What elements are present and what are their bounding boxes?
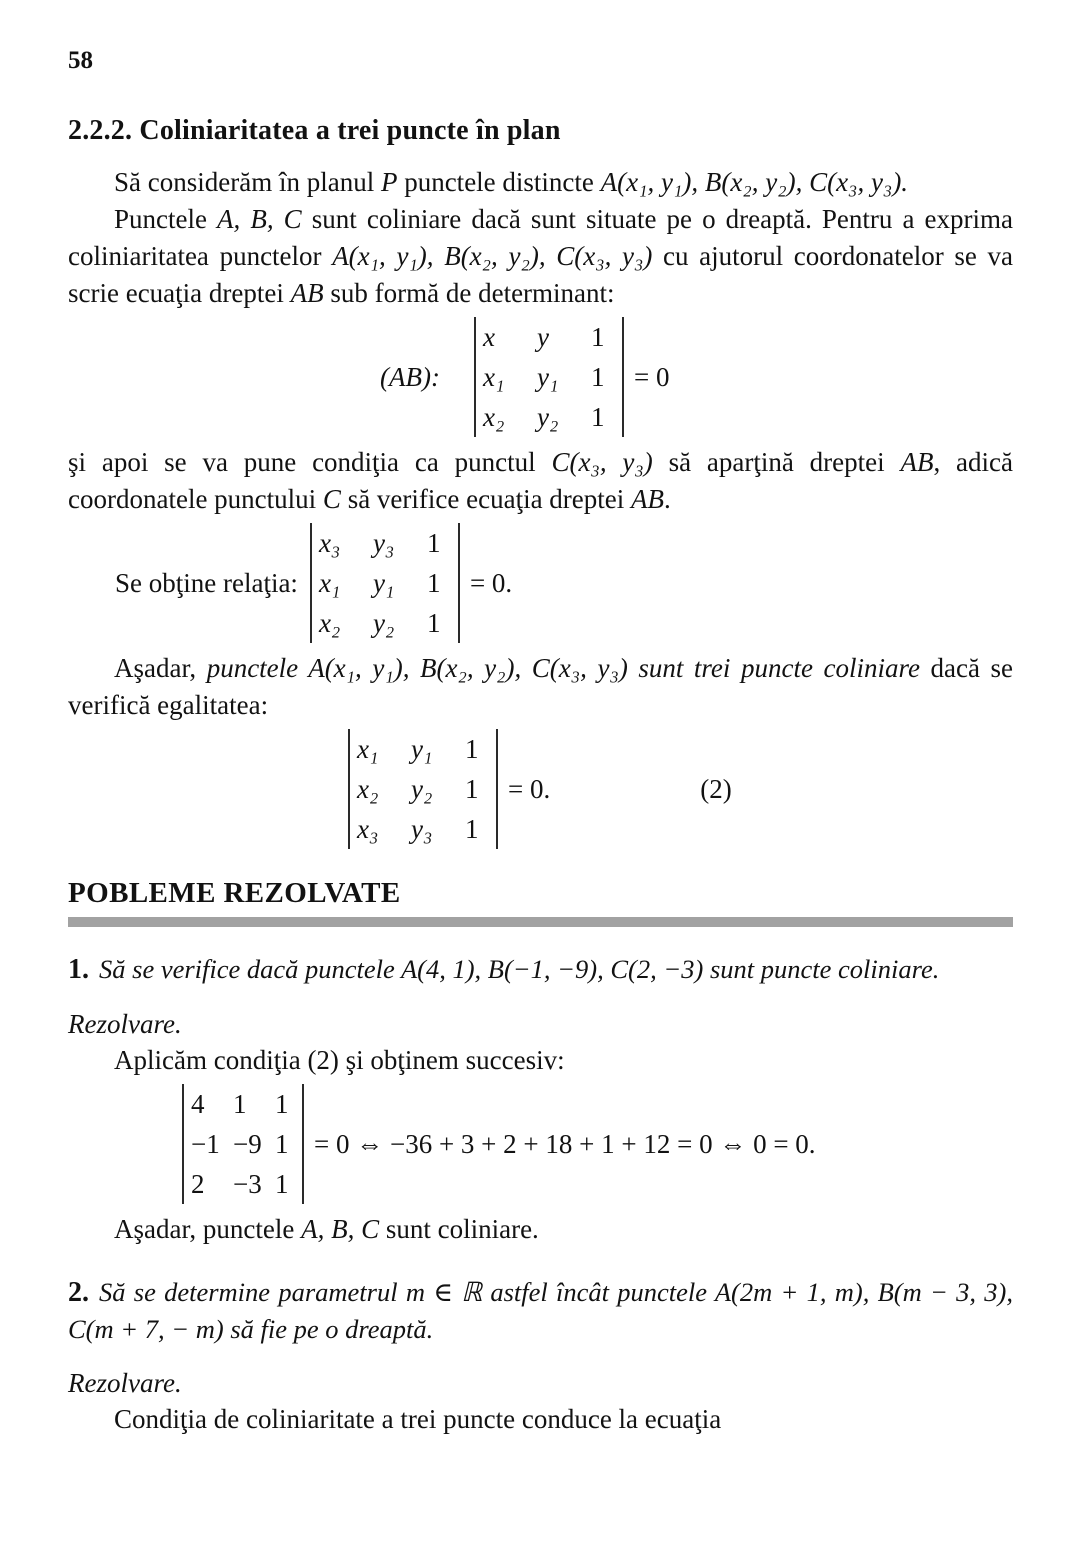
matrix-cell: x₁ [318, 567, 341, 598]
equation-line-relation [115, 520, 1013, 646]
matrix-cell: 4 [191, 1088, 205, 1119]
determinant-AB [474, 314, 624, 440]
math-run: AB [290, 278, 324, 308]
matrix-cell: y₂ [536, 401, 559, 432]
problem-text: Să se determine parametrul m ∈ ℝ astfel încât punctele A(2m + 1, m), B(m − 3, 3), C(m + 7, − m) să fie pe o dreaptă. [68, 1277, 1013, 1344]
math-run: P [380, 167, 398, 197]
math-run: AB [631, 484, 665, 514]
matrix-cell: 1 [233, 1088, 247, 1119]
text-run: , adică coordonatele punctului [68, 447, 1014, 514]
text-run: să verifice ecuaţia dreptei [340, 484, 632, 514]
matrix-cell: x₃ [357, 813, 379, 844]
matrix-cell: 2 [191, 1168, 205, 1199]
matrix-row [357, 729, 489, 769]
determinant-bar [302, 1084, 304, 1204]
matrix-cell: 1 [590, 361, 605, 392]
equation-line-AB [380, 314, 1013, 440]
matrix-cell: 1 [465, 773, 479, 804]
solution-1-conclusion [68, 1211, 1013, 1248]
text-run: Punctele [114, 204, 218, 234]
text-run: Aşadar, [114, 653, 207, 683]
determinant-rows [312, 523, 458, 643]
text-run: punctele distincte [397, 167, 601, 197]
determinant-rows [350, 729, 496, 849]
determinant-rows [476, 317, 622, 437]
determinant-bar [622, 317, 624, 437]
solution-2-label: Rezolvare. [68, 1368, 182, 1398]
section-heading: 2.2.2. Coliniaritatea a trei puncte în plan [68, 115, 561, 146]
math-run: A(x₁, y₁), B(x₂, y₂), C(x₃, y₃) [332, 241, 653, 271]
text-run: Aşadar, punctele [114, 1214, 302, 1244]
matrix-cell: 1 [426, 527, 441, 558]
text-run: şi apoi se va pune condiţia ca punctul [68, 447, 552, 477]
matrix-cell: y [536, 321, 549, 352]
math-run: punctele A(x₁, y₁), B(x₂, y₂), C(x₃, y₃) sunt trei puncte coliniare [206, 653, 920, 683]
solution-2-step: Condiţia de coliniaritate a trei puncte conduce la ecuaţia [114, 1404, 722, 1434]
matrix-row [357, 769, 489, 809]
solved-problems-heading: POBLEME REZOLVATE [68, 877, 401, 909]
matrix-cell: x₃ [318, 527, 341, 558]
text-run: să aparţină dreptei [652, 447, 901, 477]
matrix-cell: y₃ [411, 813, 433, 844]
math-run: AB [900, 447, 934, 477]
problem-text: Să se verifice dacă punctele A(4, 1), B(−1, −9), C(2, −3) sunt puncte coliniare. [99, 954, 940, 984]
matrix-cell: 1 [465, 813, 479, 844]
matrix-cell: x₂ [482, 401, 505, 432]
determinant-bar [496, 729, 498, 849]
solution-1-label: Rezolvare. [68, 1009, 182, 1039]
matrix-cell: y₁ [536, 361, 559, 392]
matrix-row [357, 809, 489, 849]
matrix-row [191, 1124, 295, 1164]
paragraph-therefore [68, 650, 1013, 724]
problem-number: 1. [68, 954, 89, 985]
matrix-row [483, 357, 615, 397]
matrix-cell: 1 [590, 321, 605, 352]
matrix-cell: 1 [275, 1088, 289, 1119]
matrix-cell: 1 [275, 1128, 289, 1159]
paragraph-condition [68, 444, 1013, 518]
equation-tag: (2) [700, 773, 732, 804]
problem-1 [68, 951, 1013, 988]
equation-rhs: = 0. [469, 567, 513, 598]
math-run: A, B, C [217, 204, 302, 234]
text-run: . [664, 484, 671, 514]
text-run: dacă se verifică egalitatea: [68, 653, 1013, 720]
intro-paragraph [68, 164, 1013, 201]
matrix-cell: 1 [426, 607, 441, 638]
equation-label: Se obţine relaţia: [115, 567, 298, 598]
determinant-bar [458, 523, 460, 643]
text-run: sunt coliniare. [379, 1214, 539, 1244]
equation-rhs: = 0. [508, 773, 551, 804]
page-number: 58 [68, 47, 93, 74]
matrix-row [191, 1084, 295, 1124]
problem-2 [68, 1274, 1013, 1347]
matrix-cell: −9 [233, 1128, 262, 1159]
math-run: A(x₁, y₁), B(x₂, y₂), C(x₃, y₃). [600, 167, 909, 197]
matrix-cell: −3 [233, 1168, 262, 1199]
equation-rhs: = 0 ⇔ −36 + 3 + 2 + 18 + 1 + 12 = 0 ⇔ 0 = 0. [314, 1128, 816, 1159]
solution-1-step: Aplicăm condiţia (2) şi obţinem succesiv: [114, 1045, 565, 1075]
matrix-cell: y₁ [372, 567, 395, 598]
equation-label: (AB): [380, 361, 440, 392]
matrix-cell: y₃ [372, 527, 395, 558]
matrix-cell: x₂ [318, 607, 341, 638]
text-run: sub formă de determinant: [323, 278, 615, 308]
matrix-row [319, 603, 451, 643]
matrix-row [191, 1164, 295, 1204]
paragraph-collinearity [68, 201, 1013, 312]
determinant-solution1 [182, 1081, 304, 1207]
math-run: C(x₃, y₃) [551, 447, 653, 477]
matrix-cell: −1 [191, 1128, 220, 1159]
determinant-rows [184, 1084, 302, 1204]
matrix-cell: y₂ [411, 773, 433, 804]
problem-number: 2. [68, 1277, 89, 1308]
matrix-row [319, 523, 451, 563]
equation-rhs: = 0 [633, 361, 670, 392]
matrix-cell: y₂ [372, 607, 395, 638]
matrix-cell: 1 [275, 1168, 289, 1199]
matrix-cell: 1 [426, 567, 441, 598]
text-run: sunt coliniare dacă sunt situate pe o dreaptă. Pentru a exprima coliniaritatea punctelor [68, 204, 1013, 271]
text-run: Să considerăm în planul [114, 167, 381, 197]
matrix-cell: x₁ [482, 361, 505, 392]
math-run: C [322, 484, 341, 514]
matrix-row [319, 563, 451, 603]
determinant-main [348, 726, 498, 852]
determinant-relation [310, 520, 460, 646]
equation-line-solution1 [182, 1081, 1013, 1207]
equation-line-main [348, 726, 1013, 852]
matrix-cell: y₁ [411, 733, 433, 764]
matrix-cell: x [482, 321, 495, 352]
matrix-row [483, 397, 615, 437]
math-run: A, B, C [301, 1214, 380, 1244]
matrix-row [483, 317, 615, 357]
matrix-cell: x₂ [357, 773, 379, 804]
matrix-cell: x₁ [357, 733, 379, 764]
matrix-cell: 1 [590, 401, 605, 432]
text-run: cu ajutorul coordonatelor se va scrie ecuaţia dreptei [68, 241, 1013, 308]
matrix-cell: 1 [465, 733, 479, 764]
heading-rule [68, 917, 1013, 927]
